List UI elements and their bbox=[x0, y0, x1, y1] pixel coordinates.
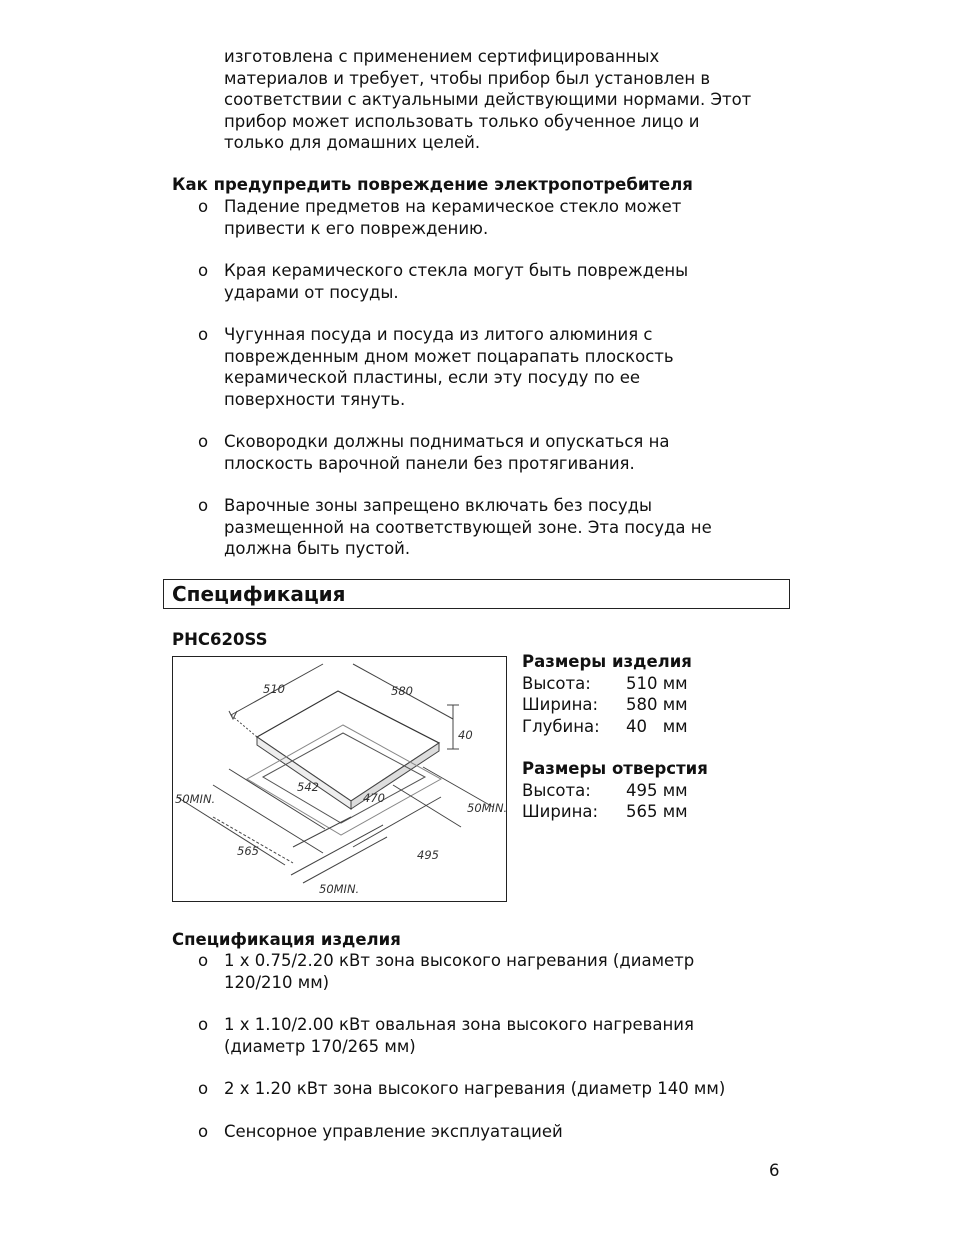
intro-paragraph: изготовлена с применением сертифицированных материалов и требует, чтобы прибор был установлен в соответствии с актуальными действующими нормами. Этот прибор может использовать только обученное лицо и только для домашних целей. bbox=[224, 47, 752, 152]
product-dimensions bbox=[522, 651, 692, 737]
label-height: 40 bbox=[458, 728, 473, 742]
bullet-mark: o bbox=[198, 261, 209, 280]
label-cutout-width: 565 bbox=[237, 844, 259, 858]
dimension-label: Ширина: bbox=[522, 695, 599, 714]
damage-heading: Как предупредить повреждение электропотребителя bbox=[172, 175, 693, 194]
bullet-mark: o bbox=[198, 325, 209, 344]
label-min-bottom: 50MIN. bbox=[319, 882, 360, 896]
bullet-mark: o bbox=[198, 951, 209, 970]
damage-item-text: Чугунная посуда и посуда из литого алюминия с поврежденным дном может поцарапать плоскость керамической пластины, если эту посуду по ее поверхности тянуть. bbox=[224, 325, 674, 409]
bullet-mark: o bbox=[198, 432, 209, 451]
dimension-value: 510 мм bbox=[626, 673, 688, 693]
dimension-row bbox=[522, 694, 692, 716]
page-number: 6 bbox=[769, 1161, 780, 1180]
label-cut-b: 470 bbox=[363, 791, 385, 805]
label-depth: 510 bbox=[263, 682, 285, 696]
damage-item-text: Сковородки должны подниматься и опускаться на плоскость варочной панели без протягивания. bbox=[224, 432, 670, 473]
dimension-row bbox=[522, 716, 692, 738]
installation-diagram bbox=[172, 656, 507, 902]
damage-item-text: Края керамического стекла могут быть повреждены ударами от посуды. bbox=[224, 261, 689, 302]
bullet-mark: o bbox=[198, 1122, 209, 1141]
dimension-label: Ширина: bbox=[522, 802, 599, 821]
spec-item-text: 1 x 0.75/2.20 кВт зона высокого нагревания (диаметр 120/210 мм) bbox=[224, 951, 695, 992]
label-width: 580 bbox=[391, 684, 413, 698]
label-cut-a: 542 bbox=[297, 780, 319, 794]
bullet-mark: o bbox=[198, 1015, 209, 1034]
spec-item-text: 1 x 1.10/2.00 кВт овальная зона высокого нагревания (диаметр 170/265 мм) bbox=[224, 1015, 694, 1056]
dimension-value: 495 мм bbox=[626, 780, 688, 800]
cutout-dimensions bbox=[522, 758, 708, 823]
spec-section-header bbox=[163, 579, 790, 609]
installation-drawing bbox=[173, 657, 506, 901]
dimension-row bbox=[522, 673, 692, 695]
bullet-mark: o bbox=[198, 197, 209, 216]
product-dimensions-title: Размеры изделия bbox=[522, 652, 692, 671]
label-cutout-depth: 495 bbox=[417, 848, 439, 862]
damage-item-text: Падение предметов на керамическое стекло может привести к его повреждению. bbox=[224, 197, 682, 238]
model-name: PHC620SS bbox=[172, 630, 268, 649]
label-min-right: 50MIN. bbox=[467, 801, 506, 815]
dimension-row bbox=[522, 780, 708, 802]
dimension-label: Высота: bbox=[522, 780, 591, 800]
dimension-value: 40 мм bbox=[626, 716, 688, 736]
label-min-left: 50MIN. bbox=[175, 792, 216, 806]
dimension-label: Глубина: bbox=[522, 716, 600, 736]
bullet-mark: o bbox=[198, 1079, 209, 1098]
product-spec-heading: Спецификация изделия bbox=[172, 930, 401, 949]
damage-item-text: Варочные зоны запрещено включать без посуды размещенной на соответствующей зоне. Эта посуда не должна быть пустой. bbox=[224, 496, 712, 558]
cutout-dimensions-title: Размеры отверстия bbox=[522, 759, 708, 778]
dimension-label: Высота: bbox=[522, 673, 591, 693]
spec-item-text: 2 x 1.20 кВт зона высокого нагревания (диаметр 140 мм) bbox=[224, 1079, 726, 1098]
bullet-mark: o bbox=[198, 496, 209, 515]
dimension-row bbox=[522, 801, 708, 823]
spec-item-text: Сенсорное управление эксплуатацией bbox=[224, 1122, 563, 1141]
dimension-value: 565 мм bbox=[626, 802, 688, 821]
section-title: Спецификация bbox=[172, 582, 346, 606]
dimension-value: 580 мм bbox=[626, 695, 688, 714]
